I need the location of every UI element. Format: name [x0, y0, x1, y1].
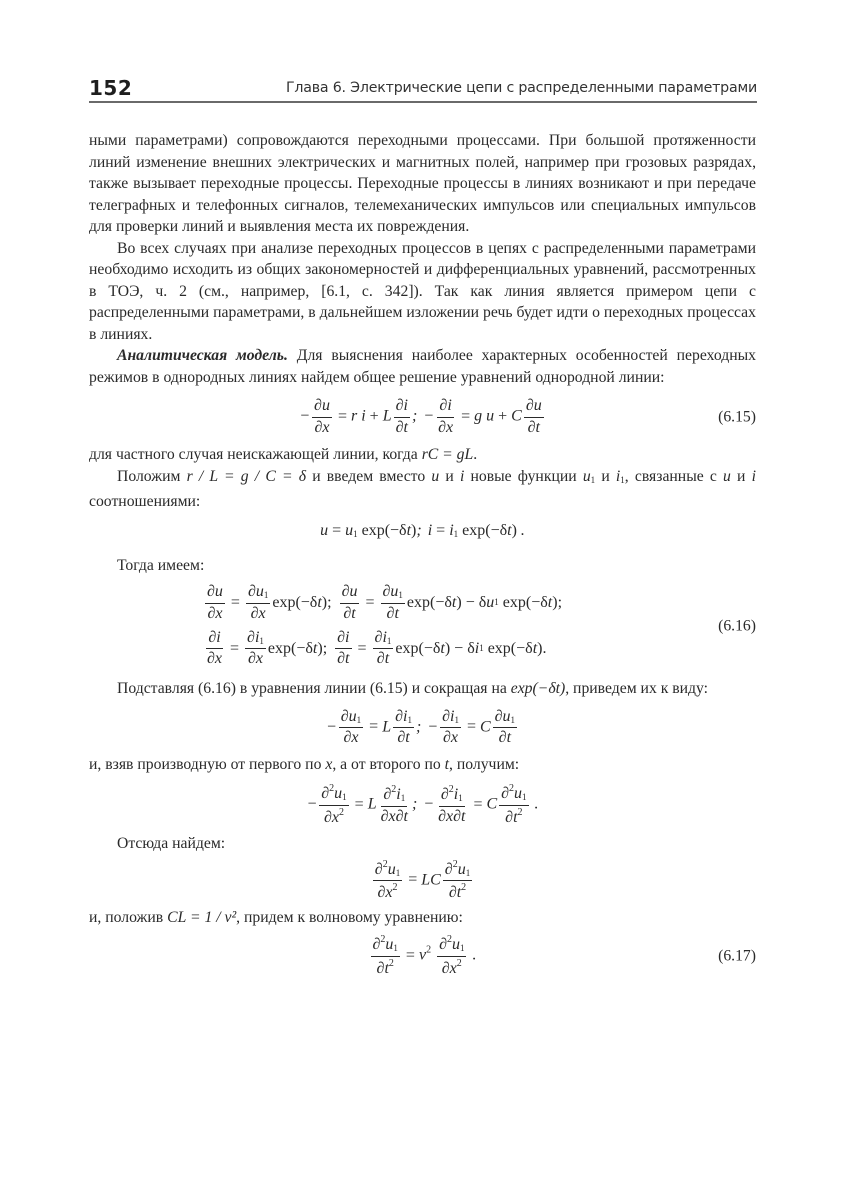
paragraph-4: для частного случая неискажающей линии, когда rC = gL. [89, 446, 478, 463]
chapter-title: Глава 6. Электрические цепи с распределенными параметрами [285, 80, 757, 96]
equation-6-15: − $\frac{\partial u}{\partial x}$ = r i + L $\frac{\partial i}{\partial t}$ ; − $\frac{\partial i}{\partial x}$ = g u + C $\frac{\partial u}{\partial t}$ (6.15) [299, 397, 756, 436]
equation-number: (6.17) [718, 947, 756, 965]
running-header [89, 76, 757, 102]
paragraph-10: и, положив CL = 1 / v², придем к волновому уравнению: [89, 908, 463, 926]
equation-second-derivative: − $\frac{\partial^2u_1}{\partial x^2}$ = L $\frac{\partial^2i_1}{\partial x\partial t}$ ; − $\frac{\partial^2i_1}{\partial x\partial t}$ = C $\frac{\partial^2u_1}{\partial t^2}$ . [306, 783, 539, 826]
paragraph-3: Аналитическая модель. Для выяснения наиболее характерных особенностей переходных режимов в однородных линиях найдем общее решение уравнений однородной линии: [89, 347, 756, 386]
header-rule [89, 101, 757, 103]
equation-reduced: − $\frac{\partial u_1}{\partial x}$ = L $\frac{\partial i_1}{\partial t}$ ; − $\frac{\partial i_1}{\partial x}$ = C $\frac{\partial u_1}{\partial t}$ [325, 707, 516, 746]
equation-number: (6.15) [718, 408, 756, 426]
paragraph-1: ными параметрами) сопровождаются переходными процессами. При большой протяженности линий изменение внешних электрических и магнитных полей, например при грозовых разрядах, также вызывает переходные процессы. Переходные процессы в линиях возникают и при передаче телеграфных и телефонных сигналов, телемеханических импульсов или специальных импульсов для проверки линий и выявления места их повреждения. [89, 132, 756, 235]
equation-number: (6.16) [718, 617, 756, 635]
equation-6-16: $\frac{\partial u}{\partial x}$ = $\frac{\partial u_1}{\partial x}$ exp(−δ t ); $\frac{\partial u}{\partial t}$ = $\frac{\partial u_1}{\partial t}$ exp(−δ t ) − δ u 1 exp(−δ t ); $\frac{\partial i}{\partial x}$ = $\frac{\partial i_1}{\partial x}$ exp(−δ t ); $\frac{\partial i}{\partial t}$ = $\frac{\partial i_1}{\partial t}$ exp(−δ t ) − δ i 1 exp(−δ t ). (6.16) [207, 583, 756, 668]
paragraph-8: и, взяв производную от первого по x, а от второго по t, получим: [89, 755, 520, 773]
equation-substitution: $u = u_1$ exp(−δt); $i = i_1$ exp(−δt) . [320, 521, 525, 539]
paragraph-2: Во всех случаях при анализе переходных процессов в цепях с распределенными параметрами необходимо исходить из общих закономерностей и дифференциальных уравнений, рассмотренных в ТОЭ, ч. 2 (см., например, [6.1, с. 342]). Так как линия является примером цепи с распределенными параметрами, в дальнейшем изложении речь будет идти о переходных процессах в линиях. [89, 239, 756, 343]
paragraph-7: Подставляя (6.16) в уравнения линии (6.15) и сокращая на exp(−δt), приведем их к виду: [117, 680, 709, 697]
page-number: 152 [89, 76, 133, 100]
paragraph-9: Отсюда найдем: [117, 835, 226, 852]
equation-6-17: $\frac{\partial^2u_1}{\partial t^2}$ = $v^2$ $\frac{\partial^2u_1}{\partial x^2}$ . (6.17) [372, 934, 756, 977]
paragraph-5: Положим r / L = g / C = δ и введем вместо u и i новые функции $u_1$ и $i_1$, связанные с u и i соотношениями: [89, 467, 756, 510]
body-text [89, 130, 756, 984]
equation-lc: $\frac{\partial^2u_1}{\partial x^2}$ = LC $\frac{\partial^2u_1}{\partial t^2}$ [374, 858, 471, 901]
paragraph-6: Тогда имеем: [117, 556, 205, 574]
run-in-heading: Аналитическая модель. [117, 347, 288, 364]
